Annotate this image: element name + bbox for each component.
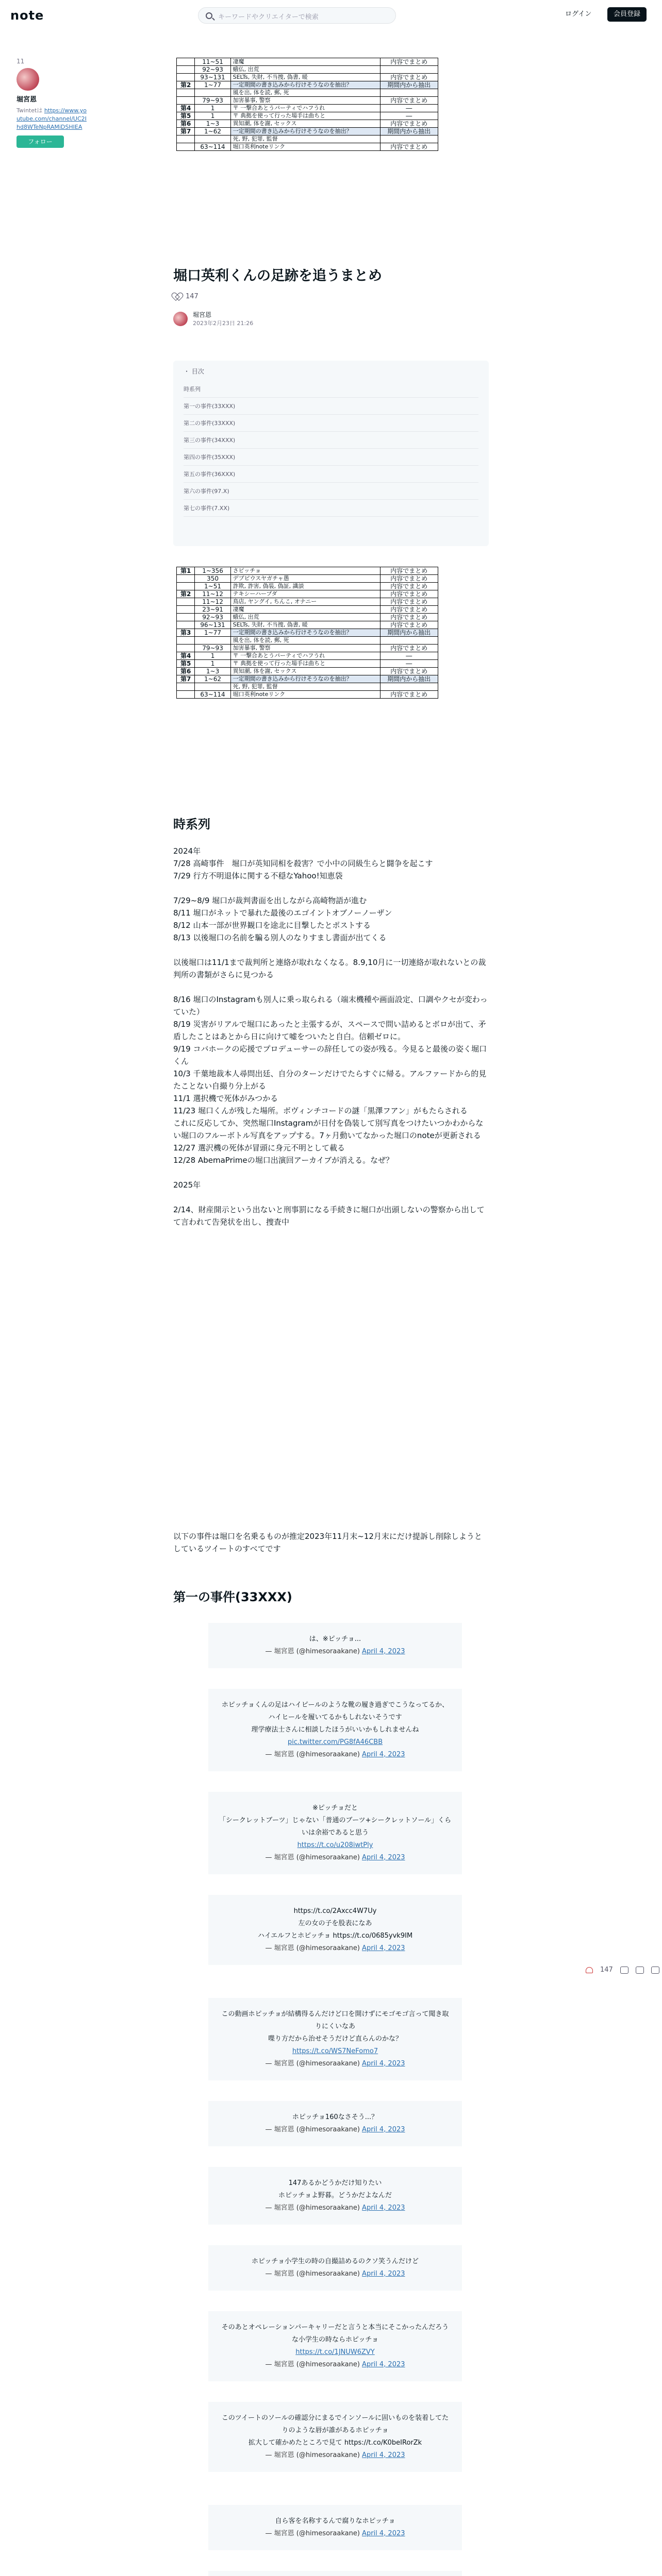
timeline-heading: 時系列 <box>173 817 210 832</box>
timeline-line: 11/23 堀口くんが残した場所。ボヴィンチコードの謎「黒澤フアン」がもたらされる <box>173 1106 468 1115</box>
table-cell <box>380 66 438 74</box>
table-row <box>177 575 438 583</box>
table-cell: 内容でまとめ <box>380 97 438 105</box>
table-cell <box>177 683 195 691</box>
table-row <box>177 621 438 629</box>
header <box>0 0 662 29</box>
table-cell <box>195 683 230 691</box>
table-cell: 内容でまとめ <box>380 668 438 675</box>
table-cell <box>177 575 195 583</box>
table-cell: 内容でまとめ <box>380 590 438 598</box>
tweet-link[interactable]: https://t.co/WS7NeFomo7 <box>292 2047 378 2055</box>
tweet-byline <box>219 2268 452 2280</box>
table-cell: 第3 <box>177 629 195 637</box>
toc-item[interactable]: 時系列 <box>184 381 478 398</box>
timeline-line: 2024年 <box>173 846 201 856</box>
table-row <box>177 58 438 66</box>
table-cell <box>177 97 195 105</box>
tweet-byline <box>219 1646 452 1658</box>
tweet-author: — 堀宮恩 (@himesoraakane) <box>265 2530 362 2537</box>
timeline-line <box>173 944 489 956</box>
table-row <box>177 606 438 614</box>
tweet-embed[interactable] <box>208 2571 462 2576</box>
tweet-byline <box>219 1852 452 1864</box>
tweet-author: — 堀宮恩 (@himesoraakane) <box>265 1648 362 1655</box>
author-block <box>173 310 253 327</box>
login-link[interactable]: ログイン <box>565 10 592 18</box>
intro-note <box>173 1530 489 1555</box>
tweet-text: ホピッチョ小学生の時の自撮詰めるのクソ笑うんだけど <box>251 2258 419 2265</box>
table-cell: 堀口英利noteリンク <box>230 143 380 151</box>
table-cell: 1~77 <box>195 629 230 637</box>
tweet-text: ホピッチョくんの足はハイピールのような靴の履き過ぎでこうなってるか、ハイヒールを履いてるかもしれないそうです <box>221 1701 449 1721</box>
table-cell: 1~356 <box>195 567 230 575</box>
tweet-date-link[interactable]: April 4, 2023 <box>362 2126 405 2133</box>
tweet-byline <box>219 2528 452 2540</box>
timeline-line: 7/28 高崎事件 堀口が英知同相を殺害？で小中の同級生らと闘争を起こす <box>173 859 433 868</box>
table-cell <box>177 621 195 629</box>
table-cell <box>195 89 230 97</box>
main-table <box>176 567 438 699</box>
timeline-line: 7/29 行方不明退体に関する不穏なYahoo!知恵袋 <box>173 871 343 880</box>
tweet-author: — 堀宮恩 (@himesoraakane) <box>265 2204 362 2212</box>
table-cell <box>380 135 438 143</box>
table-cell: デブピウスヤガチャ愚 <box>230 575 380 583</box>
table-cell: 第4 <box>177 652 195 660</box>
toc-item[interactable]: 第五の事件(36XXX) <box>184 466 478 483</box>
table-cell: SELTs, 失財, 不当捜, 偽書, 暖 <box>230 74 380 81</box>
table-cell: ― <box>380 105 438 112</box>
toc-item[interactable]: 第六の事件(97.X) <box>184 483 478 500</box>
table-row <box>177 614 438 621</box>
tweet-author: — 堀宮恩 (@himesoraakane) <box>265 2060 362 2067</box>
table-cell: 11~51 <box>195 58 230 66</box>
tweet-embed[interactable] <box>208 1689 462 1771</box>
timeline-line: 12/28 AbemaPrimeの堀口出演回アーカイブが消える。なぜ？ <box>173 1156 394 1165</box>
table-cell: 内容でまとめ <box>380 621 438 629</box>
tweet-author: — 堀宮恩 (@himesoraakane) <box>265 1854 362 1861</box>
share-icon[interactable] <box>636 1967 644 1974</box>
table-cell: 加害暴事, 警察 <box>230 645 380 652</box>
sidebar-date: 11 <box>16 58 25 65</box>
table-cell: 一定期間の書き込みから行けそうなのを抽出？ <box>230 629 380 637</box>
table-row <box>177 105 438 112</box>
table-cell: 風を出, 体を読, 郵, 死 <box>230 89 380 97</box>
timeline-line <box>173 882 489 894</box>
table-cell: 〒 典拠を使って行った場手は曲ちと <box>230 112 380 120</box>
tweet-date-link[interactable]: April 4, 2023 <box>362 1854 405 1861</box>
table-cell: 第6 <box>177 120 195 128</box>
table-cell: 11~12 <box>195 598 230 606</box>
post-date: 2023年2月23日 21:26 <box>193 320 254 327</box>
table-cell: 92~93 <box>195 614 230 621</box>
table-cell <box>195 135 230 143</box>
table-cell: ― <box>380 652 438 660</box>
like-count: 147 <box>186 293 198 300</box>
table-cell: 期間内から抽出 <box>380 629 438 637</box>
table-cell: 加害暴事, 警察 <box>230 97 380 105</box>
table-row <box>177 120 438 128</box>
table-cell: 63~114 <box>195 143 230 151</box>
author-avatar[interactable] <box>173 312 188 326</box>
tweet-byline <box>219 2058 452 2070</box>
table-cell: 1~62 <box>195 128 230 135</box>
search-icon <box>206 12 212 19</box>
table-cell: 〒 一撃合あとうパーティでハフうれ <box>230 105 380 112</box>
table-cell: 79~93 <box>195 645 230 652</box>
tweet-author: — 堀宮恩 (@himesoraakane) <box>265 1944 362 1952</box>
table-cell: 期間内から抽出 <box>380 675 438 683</box>
tweet-embed[interactable] <box>208 1895 462 1965</box>
table-cell: 内容でまとめ <box>380 120 438 128</box>
table-cell: 63~114 <box>195 691 230 699</box>
tweet-text: 左の女の子を股表になあ <box>298 1920 372 1927</box>
tweet-text: 自ら客を名称するんで腐りなホピッチョ <box>275 2517 395 2525</box>
table-cell: 死, 野, 犯罪, 監督 <box>230 683 380 691</box>
table-cell: 期間内から抽出 <box>380 128 438 135</box>
toc-item[interactable]: 第二の事件(33XXX) <box>184 415 478 432</box>
tweet-link[interactable]: pic.twitter.com/PG8fA46CBB <box>287 1738 383 1746</box>
table-cell: 一定期間の書き込みから行けそうなのを抽出？ <box>230 81 380 89</box>
table-row <box>177 668 438 675</box>
table-cell: さピッチョ <box>230 567 380 575</box>
tweet-date-link[interactable]: April 4, 2023 <box>362 2451 405 2459</box>
table-cell: 凄魔 <box>230 58 380 66</box>
table-row <box>177 660 438 668</box>
page-title: 堀口英利くんの足跡を追うまとめ <box>173 268 382 284</box>
table-row <box>177 567 438 575</box>
profile-link[interactable] <box>16 107 89 131</box>
timeline-line: 8/13 以後堀口の名前を騙る別人のなりすまし書面が出てくる <box>173 933 387 942</box>
tweet-embed[interactable] <box>208 1792 462 1874</box>
table-cell: 96~131 <box>195 621 230 629</box>
table-cell: 内容でまとめ <box>380 575 438 583</box>
tweet-embed[interactable] <box>208 2167 462 2225</box>
table-cell: 内容でまとめ <box>380 143 438 151</box>
table-cell: 79~93 <box>195 97 230 105</box>
timeline-body <box>173 845 489 1228</box>
table-cell <box>177 583 195 590</box>
table-cell: 93~131 <box>195 74 230 81</box>
table-cell: 1 <box>195 105 230 112</box>
tweet-embed[interactable] <box>208 1998 462 2080</box>
table-cell: 内容でまとめ <box>380 58 438 66</box>
table-row <box>177 691 438 699</box>
table-row <box>177 112 438 120</box>
table-cell: 蛾仏, 出荒 <box>230 614 380 621</box>
table-row <box>177 683 438 691</box>
table-cell: 第1 <box>177 567 195 575</box>
table-of-contents <box>173 361 489 546</box>
tweet-byline <box>219 1749 452 1761</box>
table-cell: 異知潮, 体を謝, セックス <box>230 668 380 675</box>
table-cell: 1~62 <box>195 675 230 683</box>
tweet-date-link[interactable]: April 4, 2023 <box>362 1751 405 1758</box>
floating-actions <box>586 1966 659 1974</box>
tweet-byline <box>219 2202 452 2214</box>
tweet-date-link[interactable]: April 4, 2023 <box>362 2204 405 2212</box>
float-like-count: 147 <box>600 1966 613 1974</box>
timeline-line: これに反応してか、突然堀口Instagramが日付を偽装して別写真をつけたいつかわからない堀口のフルーボトル写真をアップする。7ヶ月動いてなかった堀口のnoteが更新される <box>173 1118 484 1140</box>
table-cell: 350 <box>195 575 230 583</box>
tweet-text: ※ピッチョだと <box>312 1804 358 1812</box>
table-cell: 凄魔 <box>230 606 380 614</box>
table-cell <box>177 143 195 151</box>
tweet-date-link[interactable]: April 4, 2023 <box>362 2060 405 2067</box>
table-cell: 〒 典拠を使って行った場手は曲ちと <box>230 660 380 668</box>
table-cell: 第2 <box>177 81 195 89</box>
tweet-author: — 堀宮恩 (@himesoraakane) <box>265 2270 362 2278</box>
avatar[interactable] <box>16 68 39 91</box>
tweet-text: 「シークレットブーツ」じゃない「普通のブーツ+シークレットソール」くらいは余裕であると思う <box>219 1817 452 1837</box>
profile-link-url[interactable]: https://www.youtube.com/channel/UC2Ihd8WTeNpRAMiDSHIEA <box>16 107 87 130</box>
like-area <box>173 293 198 300</box>
toc-item[interactable]: 第四の事件(35XXX) <box>184 449 478 466</box>
table-cell: 第4 <box>177 105 195 112</box>
table-cell: 内容でまとめ <box>380 614 438 621</box>
table-cell: 第7 <box>177 128 195 135</box>
table-cell <box>177 598 195 606</box>
table-cell: 〒 一撃合あとうパーティでハフうれ <box>230 652 380 660</box>
tweet-text: 147あるかどうかだけ知りたい <box>288 2179 382 2187</box>
tweet-date-link[interactable]: April 4, 2023 <box>362 2530 405 2537</box>
table-cell: 一定期間の書き込みから行けそうなのを抽出？ <box>230 128 380 135</box>
table-cell <box>195 637 230 645</box>
like-heart-icon[interactable] <box>586 1967 593 1973</box>
table-cell: 一定期間の書き込みから行けそうなのを抽出？ <box>230 675 380 683</box>
table-row <box>177 135 438 143</box>
table-row <box>177 74 438 81</box>
table-row <box>177 645 438 652</box>
follow-button[interactable]: フォロー <box>16 135 64 148</box>
table-cell <box>380 683 438 691</box>
tweet-text: 喋り方だから治せそうだけど直らんのかな？ <box>268 2035 402 2043</box>
search-placeholder: キーワードやクリエイターで検索 <box>218 13 319 21</box>
table-cell: 鳥店, ヤングイ, ちんこ, オナニー <box>230 598 380 606</box>
tweet-embed[interactable] <box>208 2311 462 2381</box>
timeline-line <box>173 1191 489 1204</box>
toc-heading[interactable]: ・ 目次 <box>184 368 204 375</box>
table-row <box>177 629 438 637</box>
table-cell: SELTs, 失財, 不当捜, 偽書, 暖 <box>230 621 380 629</box>
timeline-line <box>173 981 489 993</box>
table-cell: 92~93 <box>195 66 230 74</box>
timeline-line <box>173 1166 489 1179</box>
tweet-text: 理学療法士さんに相談したほうがいいかもしれませんね <box>251 1726 419 1734</box>
table-row <box>177 583 438 590</box>
author-name[interactable]: 堀宮恩 <box>16 96 37 104</box>
signup-button[interactable]: 会員登録 <box>607 7 647 22</box>
table-row <box>177 128 438 135</box>
table-cell <box>177 66 195 74</box>
table-cell: 第5 <box>177 112 195 120</box>
table-cell: 1~3 <box>195 120 230 128</box>
tweet-text: 拡大して確かめたところで見て https://t.co/K0beIRorZk <box>248 2439 422 2447</box>
table-cell <box>177 645 195 652</box>
tweet-embed[interactable] <box>208 2245 462 2291</box>
search-input[interactable] <box>198 7 396 24</box>
table-cell: 期間内から抽出 <box>380 81 438 89</box>
table-cell: 1 <box>195 652 230 660</box>
table-cell: 内容でまとめ <box>380 606 438 614</box>
more-icon[interactable] <box>651 1967 659 1974</box>
author-name-small[interactable]: 堀宮恩 <box>193 311 212 318</box>
table-cell: 内容でまとめ <box>380 598 438 606</box>
table-cell: ― <box>380 660 438 668</box>
table-cell <box>177 691 195 699</box>
table-cell: 内容でまとめ <box>380 645 438 652</box>
table-cell <box>177 614 195 621</box>
table-cell: 詐欺, 詐害, 偽装, 偽証, 識談 <box>230 583 380 590</box>
table-cell: 内容でまとめ <box>380 583 438 590</box>
table-cell <box>177 606 195 614</box>
timeline-line: 7/29~8/9 堀口が裁判書面を出しながら高崎物語が進む <box>173 896 367 905</box>
tweet-date-link[interactable]: April 4, 2023 <box>362 2361 405 2368</box>
table-cell <box>177 637 195 645</box>
timeline-line: 8/12 山本一部が世界観口を途北に目撃したとポストする <box>173 921 371 930</box>
timeline-line: 2025年 <box>173 1180 201 1190</box>
tweet-text: ホピッチョ160なさそう...？ <box>292 2113 378 2121</box>
table-cell: 23~91 <box>195 606 230 614</box>
table-row <box>177 81 438 89</box>
tweet-embed[interactable] <box>208 2101 462 2146</box>
tweet-text: ハイエルフとホピッチョ https://t.co/0685yvk9IM <box>257 1932 413 1940</box>
table-cell: 内容でまとめ <box>380 691 438 699</box>
table-cell <box>177 58 195 66</box>
tweet-author: — 堀宮恩 (@himesoraakane) <box>265 2126 362 2133</box>
top-table <box>176 58 438 151</box>
tweet-text: は、※ピッチョ... <box>309 1635 361 1643</box>
table-cell: 第7 <box>177 675 195 683</box>
table-cell: 第5 <box>177 660 195 668</box>
intro-note-text: 以下の事件は堀口を名乗るものが推定2023年11月末~12月末にだけ提訴し削除しようとしているツイートのすべてです <box>173 1532 482 1553</box>
profile-link-label: Twintetは <box>16 107 43 114</box>
table-cell <box>177 89 195 97</box>
tweet-embed[interactable] <box>208 2505 462 2550</box>
tweet-embed[interactable] <box>208 1623 462 1668</box>
tweet-embed[interactable] <box>208 2402 462 2472</box>
timeline-line: 8/16 堀口のInstagramも別人に乗っ取られる（端末機種や画面設定、口調やクセが変わっていた） <box>173 995 488 1016</box>
table-cell <box>177 135 195 143</box>
tweet-date-link[interactable]: April 4, 2023 <box>362 1648 405 1655</box>
table-cell <box>380 637 438 645</box>
tweet-author: — 堀宮恩 (@himesoraakane) <box>265 2451 362 2459</box>
table-row <box>177 590 438 598</box>
table-cell: 内容でまとめ <box>380 74 438 81</box>
timeline-line: 8/19 災害がリアルで堀口にあったと主張するが、スペースで問い詰めるとボロが出て、矛盾したことはあとから日に向けて嘘をついたと自白。信頼ゼロに。 <box>173 1020 486 1041</box>
table-cell: 堀口英利noteリンク <box>230 691 380 699</box>
timeline-line: 12/27 選沢機の死体が冒頭に身元不明として載る <box>173 1143 345 1153</box>
timeline-line: 2/14、財産開示という出ないと刑事罰になる手続きに堀口が出頭しないの警察から出してて言われて告発状を出し、捜査中 <box>173 1205 485 1227</box>
tweet-link[interactable]: https://t.co/u208iwtPly <box>297 1841 373 1849</box>
table-row <box>177 652 438 660</box>
tweet-author: — 堀宮恩 (@himesoraakane) <box>265 2361 362 2368</box>
table-cell: 11~12 <box>195 590 230 598</box>
tweet-text: このツイートのソールの確認分にまるでインソールに固いものを装着してたりのような唇が誰があるホピッチョ <box>221 2414 449 2434</box>
tweet-date-link[interactable]: April 4, 2023 <box>362 1944 405 1952</box>
note-logo[interactable]: note <box>10 8 44 23</box>
table-cell: 1 <box>195 660 230 668</box>
heart-icon[interactable] <box>173 293 181 300</box>
tweet-text: この動画ホピッチョが結構得るんだけど口を開けずにモゴモゴ言って聞き取りにくいなあ <box>221 2010 449 2030</box>
comment-icon[interactable] <box>620 1967 628 1974</box>
toc-item[interactable]: 第一の事件(33XXX) <box>184 398 478 415</box>
toc-item[interactable]: 第三の事件(34XXX) <box>184 432 478 449</box>
table-cell: 異知潮, 体を謝, セックス <box>230 120 380 128</box>
table-row <box>177 66 438 74</box>
table-cell: 風を出, 体を読, 郵, 死 <box>230 637 380 645</box>
tweet-text: そのあとオペレーションパーキャリーだと言うと本当にそこかったんだろうな小学生の時ならホピッチョ <box>221 2324 449 2344</box>
tweet-text: https://t.co/2Axcc4W7Uy <box>293 1907 377 1915</box>
table-cell: 第6 <box>177 668 195 675</box>
tweet-byline <box>219 2359 452 2371</box>
table-row <box>177 598 438 606</box>
table-row <box>177 637 438 645</box>
tweet-author: — 堀宮恩 (@himesoraakane) <box>265 1751 362 1758</box>
timeline-line: 9/19 コバホークの応援でプロデューサーの辞任しての姿が残る。今見ると最後の姿く堀口くん <box>173 1044 487 1066</box>
table-cell: 1 <box>195 112 230 120</box>
table-cell: ― <box>380 112 438 120</box>
toc-item[interactable]: 第七の事件(7.XX) <box>184 500 478 517</box>
table-cell: 第2 <box>177 590 195 598</box>
tweet-byline <box>219 2449 452 2462</box>
tweet-byline <box>219 2124 452 2136</box>
table-cell: 死, 野, 犯罪, 監督 <box>230 135 380 143</box>
table-cell: 蛾仏, 出荒 <box>230 66 380 74</box>
table-row <box>177 89 438 97</box>
timeline-line: 8/11 堀口がネットで暴れた最後のエゴイントオブノーノーザン <box>173 908 392 918</box>
table-cell: 1~51 <box>195 583 230 590</box>
table-cell <box>177 74 195 81</box>
timeline-line: 以後堀口は11/1まで裁判所と連絡が取れなくなる。8.9,10月に一切連絡が取れないとの裁判所の書類がさらに見つかる <box>173 958 486 979</box>
tweet-link[interactable]: https://t.co/1JNUW6ZVY <box>295 2348 375 2356</box>
tweet-byline <box>219 1942 452 1955</box>
table-row <box>177 675 438 683</box>
sidebar <box>16 58 89 148</box>
incident-heading: 第一の事件(33XXX) <box>173 1590 292 1604</box>
table-cell: 1~77 <box>195 81 230 89</box>
table-row <box>177 143 438 151</box>
table-cell <box>380 89 438 97</box>
table-cell: 1~3 <box>195 668 230 675</box>
tweet-date-link[interactable]: April 4, 2023 <box>362 2270 405 2278</box>
table-cell: テキシーハーブダ <box>230 590 380 598</box>
timeline-line: 10/3 千葉地裁本人尋問出廷、自分のターンだけでたらすぐに帰る。アルファードから的見たことない自撮り分上がる <box>173 1069 487 1091</box>
table-cell: 内容でまとめ <box>380 567 438 575</box>
timeline-line: 11/1 選択機で死体がみつかる <box>173 1094 278 1103</box>
tweet-text: ホピッチョよ野暮。どうかだよなんだ <box>278 2192 392 2199</box>
table-row <box>177 97 438 105</box>
